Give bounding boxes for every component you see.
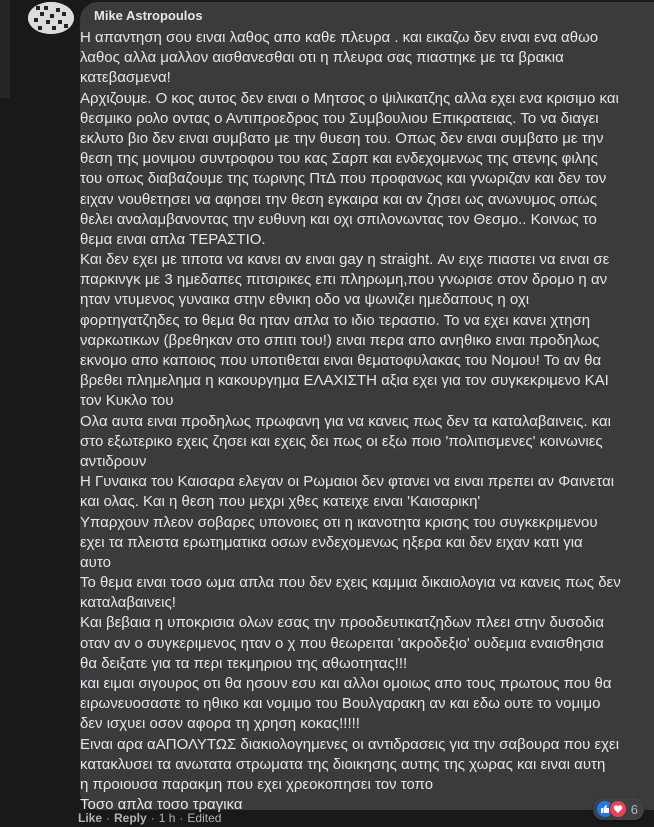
reaction-count: 6 — [630, 801, 638, 817]
comment-line: θεση της μονιμου συντροφου του κας Σαρπ και ενδεχομενως της στενης φιλης — [80, 150, 598, 168]
comment-line: αντιδρουν — [80, 452, 147, 470]
comment-author[interactable]: Mike Astropoulos — [94, 8, 203, 23]
comment-line: Το θεμα ειναι τοσο ωμα απλα που δεν εχεις καμμια δικαιολογια να κανεις πως δεν — [80, 574, 621, 592]
comment-line: Ειναι αρα αΑΠΟΛΥΤΩΣ διακιολογημενες οι αντιδρασεις για την σαβουρα που εχει — [80, 735, 620, 753]
comment-line: στο εξωτερικο εχεις ζησει και εχεις δει πως οι εξω ποιο 'πολιτισμενες' κοινωνιες — [80, 432, 603, 450]
comment-line: Τοσο απλα τοσο τραγικα — [80, 796, 243, 814]
comment-line: Αρχιζουμε. Ο κος αυτος δεν ειναι ο Μητσος ο ψιλικατζης αλλα εχει ενα κρισιμο και — [80, 89, 619, 107]
comment-line: Ολα αυτα ειναι προδηλως πρωφανη για να κανεις πως δεν τα καταλαβαινεις. και — [80, 412, 611, 430]
comment-line: και ειμαι σιγουρος οτι θα ησουν εσυ και αλλοι ομοιως απο τους πρωτους που θα — [80, 675, 612, 692]
avatar-pattern-icon — [28, 2, 74, 34]
comment-line: κατεβασμενα! — [80, 69, 171, 87]
comment-line: θεσμικο ρολο οντας ο Αντιπροεδρος του Συμβουλιου Επικρατειας. Το να διαγει — [80, 109, 599, 127]
comment-line: θεμα ειναι απλα ΤΕΡΑΣΤΙΟ. — [80, 230, 266, 248]
comment-line: οταν αν ο συγκεριμενος ηταν ο χ που θεωρειται 'ακροδεξιο' ουδεμια εναισθησια — [80, 634, 604, 652]
comment-line: θελει αναλαμβανοντας την ευθυνη και οχι σπιλονωντας τον Θεσμο.. Κοινως το — [80, 210, 597, 228]
comment-line: ναρκωτικων (βρεθηκαν στο σπιτι του!) ειναι περα απο ανηθικο ειναι προδηλως — [80, 331, 600, 349]
comment-line: του οπως διαβαζουμε της τωρινης ΠτΔ που προφανως και γνωριζαν και δεν τον — [80, 170, 607, 188]
comment-line: ηταν ντυμενος γυναικα στην εθνικη οδο να ψωνιζει ημεδαπους η οχι — [80, 291, 530, 309]
comment-line: η προιουσα παρακμη που εχει χρεοκοπησει τον τοπο — [80, 775, 434, 793]
avatar[interactable] — [28, 2, 74, 34]
comment-line: κατακλυσει τα ανωτατα στρωματα της διοικησης αυτης της χωρας και ειναι αυτη — [80, 755, 606, 773]
side-panel-edge — [0, 0, 10, 98]
separator-dot: · — [150, 811, 155, 825]
comment-line: τον Κυκλο του — [80, 392, 174, 410]
reactions-summary[interactable] — [593, 798, 644, 820]
comment-line: καταλαβαινεις! — [80, 594, 176, 612]
comment-line: αυτο — [80, 553, 111, 571]
comment-line: παρκινγκ με 3 ημεδαπες πιτσιρικες επι πληρωμη,που γνωρισε στον δρομο η αν — [80, 271, 608, 289]
comment-line: Και βεβαια η υποκρισια ολων εσας την προοδευτικατζηδων πλεει στην δυσοδια — [80, 614, 605, 632]
comment-line: θα δειξατε για τα περι τεκμηριου της αθωοτητας!!! — [80, 654, 408, 672]
comment-line: εκνομο απο καποιος που υποτιθεται ειναι θεματοφυλακας του Νομου! Το αν θα — [80, 352, 602, 369]
love-icon — [609, 800, 627, 818]
comment-line: και ολας. Και η θεση που μεχρι χθες κατειχε ειναι 'Καισαρικη' — [80, 493, 481, 511]
reply-button[interactable]: Reply — [114, 811, 147, 825]
comment-line: ειρωνευοσαστε το ηθικο και νομιμο του Βουλγαρακη αν και εδω ουτε το νομιμο — [80, 695, 601, 713]
like-button[interactable]: Like — [78, 811, 103, 825]
comment-line: δεν ισχυει οσον αφορα τη χρηση κοκας!!!!! — [80, 715, 360, 733]
comment-line: Η Γυναικα του Καισαρα ελεγαν οι Ρωμαιοι δεν φτανει να ειναι πρεπει αν Φαινεται — [80, 473, 615, 491]
separator-dot: · — [106, 811, 111, 825]
comment-line: εχει τα πλειστα ερωτηματικα οσων ενδεχομενως ηξερα και δεν ειχαν κατι για — [80, 533, 583, 551]
comment-line: Υπαρχουν πλεον σοβαρες υπονοιες οτι η ικανοτητα κρισης του συγκεκριμενου — [80, 513, 598, 531]
comment-line: βρεθει πλημελημα η κακουργημα ΕΛΑΧΙΣΤΗ αξια εχει για τον συγκεκριμενο ΚΑΙ — [80, 372, 609, 390]
comment-line: Και δεν εχει με τιποτα να κανει αν ειναι gay η straight. Αν ειχε πιαστει να ειναι σε — [80, 251, 610, 269]
separator-dot: · — [179, 811, 184, 825]
comment-text — [80, 28, 654, 815]
comment-line: ειχαν νουθετησει να αφησει την θεση εγκαιρα και αν ζησει ως ανωνυμος οπως — [80, 190, 597, 208]
comment-bubble — [80, 2, 654, 817]
edited-label[interactable]: Edited — [187, 811, 222, 825]
comment-actions — [78, 811, 221, 825]
comment-line: εκλυτο βιο δεν ειναι συμβατο με την θυεση του. Οπως δεν ειναι συμβατο με την — [80, 129, 604, 147]
comment-line: Η απαντηση σου ειναι λαθος απο καθε πλευρα . και εικαζω δεν ειναι ενα αθωο — [80, 29, 599, 46]
comment-line: φορτηγατζηδες το θεμα θα ηταν απλα το ιδιο τεραστιο. Το να εχει κανει χτηση — [80, 311, 591, 329]
comment-line: λαθος αλλα μαλλον αισθανεσθαι οτι η πλευρα σας πιαστηκε με τα βρακια — [80, 49, 564, 67]
comment-time[interactable]: 1 h — [158, 811, 176, 825]
